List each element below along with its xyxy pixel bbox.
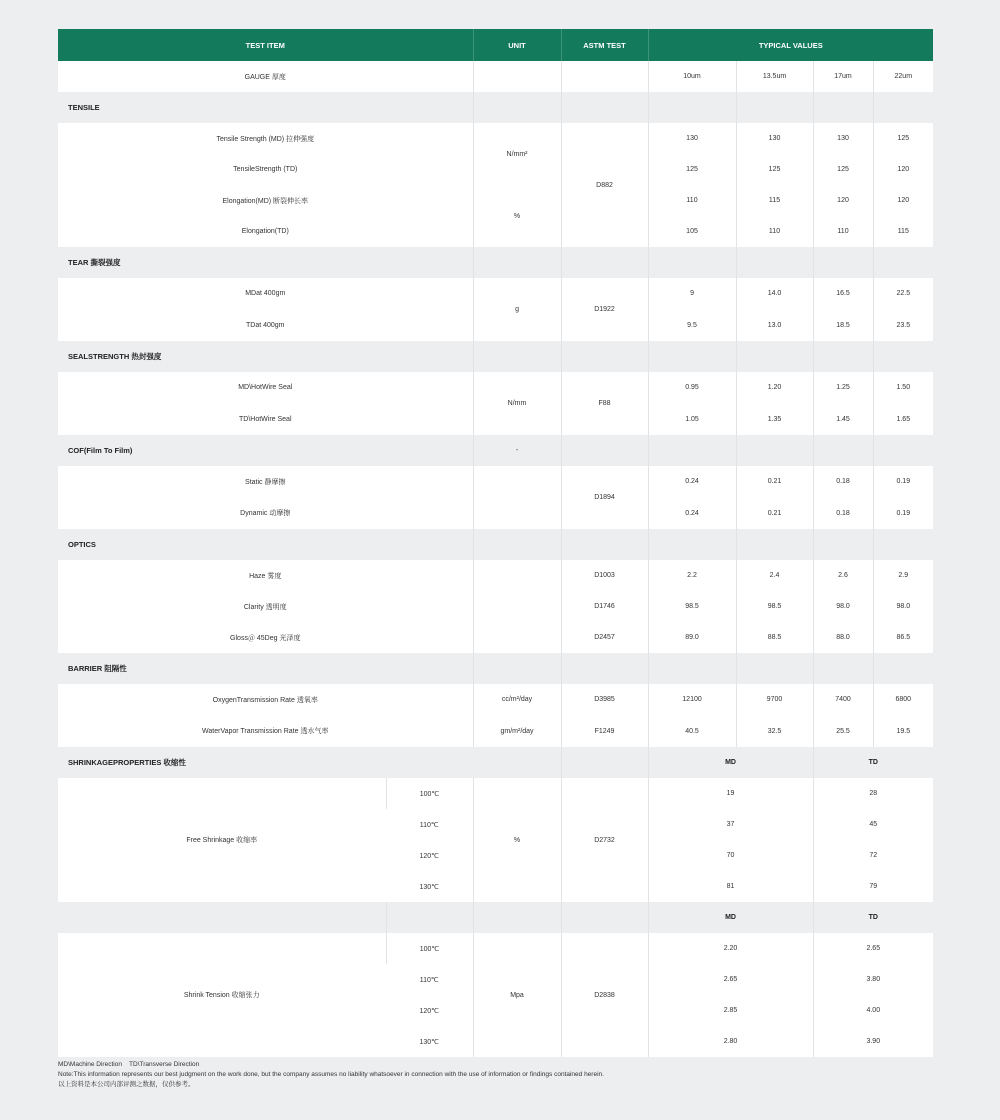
row-label: WaterVapor Transmission Rate 透水气率 xyxy=(58,715,473,747)
row-label: Shrink Tension 收缩张力 xyxy=(58,933,386,1057)
value-cell: 9.5 xyxy=(648,309,736,341)
astm-cell: D1746 xyxy=(561,591,648,622)
value-cell: 98.5 xyxy=(736,591,813,622)
row-label: Free Shrinkage 收缩率 xyxy=(58,778,386,902)
astm-cell: F1249 xyxy=(561,715,648,747)
table-row xyxy=(58,372,933,403)
row-label: TensileStrength (TD) xyxy=(58,154,473,185)
value-cell: 125 xyxy=(813,154,873,185)
astm-cell: D2732 xyxy=(561,778,648,902)
gauge-value: 22um xyxy=(873,61,933,92)
row-label: Elongation(TD) xyxy=(58,216,473,247)
value-cell: 13.0 xyxy=(736,309,813,341)
value-cell: 2.9 xyxy=(873,560,933,591)
value-cell: 110 xyxy=(736,216,813,247)
md-value-cell: 37 xyxy=(648,809,813,840)
section-row-barrier xyxy=(58,653,933,684)
td-value-cell: 2.65 xyxy=(813,933,933,964)
td-value-cell: 28 xyxy=(813,778,933,809)
section-title-shrinkage: SHRINKAGEPROPERTIES 收缩性 xyxy=(58,747,561,778)
header-test-item: TEST ITEM xyxy=(58,29,473,61)
gauge-label: GAUGE 厚度 xyxy=(58,61,473,92)
row-label: Dynamic 动摩擦 xyxy=(58,497,473,529)
row-label: Gloss＠ 45Deg 光泽度 xyxy=(58,622,473,653)
temp-cell: 130℃ xyxy=(386,1026,473,1057)
section-title-barrier: BARRIER 阻隔性 xyxy=(58,653,473,684)
table-row xyxy=(58,715,933,747)
astm-cell: D2838 xyxy=(561,933,648,1057)
md-header: MD xyxy=(648,902,813,933)
unit-cell: - xyxy=(473,435,561,466)
md-value-cell: 19 xyxy=(648,778,813,809)
row-label: Clarity 透明度 xyxy=(58,591,473,622)
value-cell: 0.18 xyxy=(813,466,873,497)
unit-cell: N/mm xyxy=(473,372,561,435)
temp-cell: 130℃ xyxy=(386,871,473,902)
row-label: MD\HotWire Seal xyxy=(58,372,473,403)
value-cell: 2.6 xyxy=(813,560,873,591)
value-cell: 0.95 xyxy=(648,372,736,403)
value-cell: 125 xyxy=(736,154,813,185)
value-cell: 22.5 xyxy=(873,278,933,309)
temp-cell: 110℃ xyxy=(386,809,473,840)
table-row xyxy=(58,185,933,216)
section-row-shrinkage xyxy=(58,747,933,778)
value-cell: 25.5 xyxy=(813,715,873,747)
header-typical-values: TYPICAL VALUES xyxy=(648,29,933,61)
section-row-tear xyxy=(58,247,933,278)
value-cell: 1.35 xyxy=(736,403,813,435)
gauge-astm xyxy=(561,61,648,92)
td-value-cell: 4.00 xyxy=(813,995,933,1026)
gauge-value: 10um xyxy=(648,61,736,92)
table-row xyxy=(58,278,933,309)
value-cell: 98.0 xyxy=(813,591,873,622)
gauge-value: 17um xyxy=(813,61,873,92)
unit-cell: % xyxy=(473,778,561,902)
value-cell: 120 xyxy=(873,154,933,185)
value-cell: 0.24 xyxy=(648,497,736,529)
value-cell: 125 xyxy=(873,123,933,154)
shrink-tension-subheader-row xyxy=(58,902,933,933)
value-cell: 130 xyxy=(648,123,736,154)
md-value-cell: 81 xyxy=(648,871,813,902)
value-cell: 1.45 xyxy=(813,403,873,435)
unit-cell: Mpa xyxy=(473,933,561,1057)
td-header: TD xyxy=(813,747,933,778)
value-cell: 88.5 xyxy=(736,622,813,653)
md-value-cell: 70 xyxy=(648,840,813,871)
row-label: Static 静摩擦 xyxy=(58,466,473,497)
gauge-value: 13.5um xyxy=(736,61,813,92)
row-label: MDat 400gm xyxy=(58,278,473,309)
astm-cell: F88 xyxy=(561,372,648,435)
gauge-unit xyxy=(473,61,561,92)
value-cell: 18.5 xyxy=(813,309,873,341)
section-row-cof xyxy=(58,435,933,466)
value-cell: 0.21 xyxy=(736,466,813,497)
value-cell: 1.20 xyxy=(736,372,813,403)
section-title-cof: COF(Film To Film) xyxy=(58,435,473,466)
value-cell: 0.21 xyxy=(736,497,813,529)
value-cell: 32.5 xyxy=(736,715,813,747)
row-label: Tensile Strength (MD) 拉伸强度 xyxy=(58,123,473,154)
value-cell: 9 xyxy=(648,278,736,309)
temp-cell: 110℃ xyxy=(386,964,473,995)
value-cell: 130 xyxy=(813,123,873,154)
disclaimer-note: Note:This information represents our best judgment on the work done, but the company assumes no liability whatsoever in connection with the use of information or findings contained herein. xyxy=(58,1071,604,1078)
unit-cell: % xyxy=(473,185,561,247)
td-value-cell: 45 xyxy=(813,809,933,840)
temp-cell: 120℃ xyxy=(386,840,473,871)
section-row-tensile xyxy=(58,92,933,123)
unit-cell: cc/m²/day xyxy=(473,684,561,715)
value-cell: 110 xyxy=(648,185,736,216)
value-cell: 110 xyxy=(813,216,873,247)
row-label: Elongation(MD) 断裂伸长率 xyxy=(58,185,473,216)
value-cell: 98.0 xyxy=(873,591,933,622)
table-row xyxy=(58,123,933,154)
temp-cell: 100℃ xyxy=(386,778,473,809)
value-cell: 16.5 xyxy=(813,278,873,309)
unit-cell: g xyxy=(473,278,561,341)
astm-cell: D1894 xyxy=(561,466,648,529)
footnotes xyxy=(58,1060,604,1090)
section-row-optics xyxy=(58,529,933,560)
md-value-cell: 2.85 xyxy=(648,995,813,1026)
value-cell: 89.0 xyxy=(648,622,736,653)
section-row-seal xyxy=(58,341,933,372)
td-header: TD xyxy=(813,902,933,933)
section-title-tear: TEAR 撕裂强度 xyxy=(58,247,473,278)
td-value-cell: 3.80 xyxy=(813,964,933,995)
value-cell: 12100 xyxy=(648,684,736,715)
table-row xyxy=(58,560,933,591)
table-row xyxy=(58,933,933,964)
value-cell: 1.25 xyxy=(813,372,873,403)
chinese-note: 以上资料是本公司内部评测之数据，仅供参考。 xyxy=(58,1081,195,1088)
value-cell: 86.5 xyxy=(873,622,933,653)
value-cell: 7400 xyxy=(813,684,873,715)
row-label: OxygenTransmission Rate 透氧率 xyxy=(58,684,473,715)
value-cell: 6800 xyxy=(873,684,933,715)
value-cell: 23.5 xyxy=(873,309,933,341)
header-unit: UNIT xyxy=(473,29,561,61)
abbreviation-note: MD\Machine Direction TD\Transverse Direction xyxy=(58,1061,200,1068)
table-row xyxy=(58,684,933,715)
astm-cell: D3985 xyxy=(561,684,648,715)
value-cell: 130 xyxy=(736,123,813,154)
astm-cell: D2457 xyxy=(561,622,648,653)
value-cell: 1.65 xyxy=(873,403,933,435)
table-header-row xyxy=(58,29,933,61)
temp-cell: 120℃ xyxy=(386,995,473,1026)
section-title-seal: SEALSTRENGTH 热封强度 xyxy=(58,341,473,372)
value-cell: 125 xyxy=(648,154,736,185)
td-value-cell: 72 xyxy=(813,840,933,871)
gauge-row xyxy=(58,61,933,92)
value-cell: 120 xyxy=(873,185,933,216)
row-label: TD\HotWire Seal xyxy=(58,403,473,435)
astm-cell: D882 xyxy=(561,123,648,247)
value-cell: 40.5 xyxy=(648,715,736,747)
astm-cell: D1922 xyxy=(561,278,648,341)
value-cell: 115 xyxy=(736,185,813,216)
value-cell: 105 xyxy=(648,216,736,247)
md-value-cell: 2.80 xyxy=(648,1026,813,1057)
value-cell: 2.2 xyxy=(648,560,736,591)
section-title-optics: OPTICS xyxy=(58,529,473,560)
value-cell: 0.24 xyxy=(648,466,736,497)
value-cell: 98.5 xyxy=(648,591,736,622)
value-cell: 14.0 xyxy=(736,278,813,309)
value-cell: 115 xyxy=(873,216,933,247)
table-row xyxy=(58,466,933,497)
td-value-cell: 79 xyxy=(813,871,933,902)
spec-table xyxy=(58,29,933,1057)
td-value-cell: 3.90 xyxy=(813,1026,933,1057)
table-row xyxy=(58,778,933,809)
md-value-cell: 2.65 xyxy=(648,964,813,995)
value-cell: 88.0 xyxy=(813,622,873,653)
row-label: TDat 400gm xyxy=(58,309,473,341)
value-cell: 0.18 xyxy=(813,497,873,529)
md-header: MD xyxy=(648,747,813,778)
unit-cell: gm/m²/day xyxy=(473,715,561,747)
value-cell: 0.19 xyxy=(873,466,933,497)
value-cell: 9700 xyxy=(736,684,813,715)
astm-cell: D1003 xyxy=(561,560,648,591)
value-cell: 120 xyxy=(813,185,873,216)
value-cell: 1.05 xyxy=(648,403,736,435)
unit-cell: N/mm² xyxy=(473,123,561,185)
md-value-cell: 2.20 xyxy=(648,933,813,964)
unit-cell xyxy=(473,466,561,529)
section-title-tensile: TENSILE xyxy=(58,92,473,123)
value-cell: 0.19 xyxy=(873,497,933,529)
temp-cell: 100℃ xyxy=(386,933,473,964)
value-cell: 19.5 xyxy=(873,715,933,747)
unit-cell xyxy=(473,560,561,653)
row-label: Haze 雾度 xyxy=(58,560,473,591)
header-astm-test: ASTM TEST xyxy=(561,29,648,61)
value-cell: 2.4 xyxy=(736,560,813,591)
value-cell: 1.50 xyxy=(873,372,933,403)
